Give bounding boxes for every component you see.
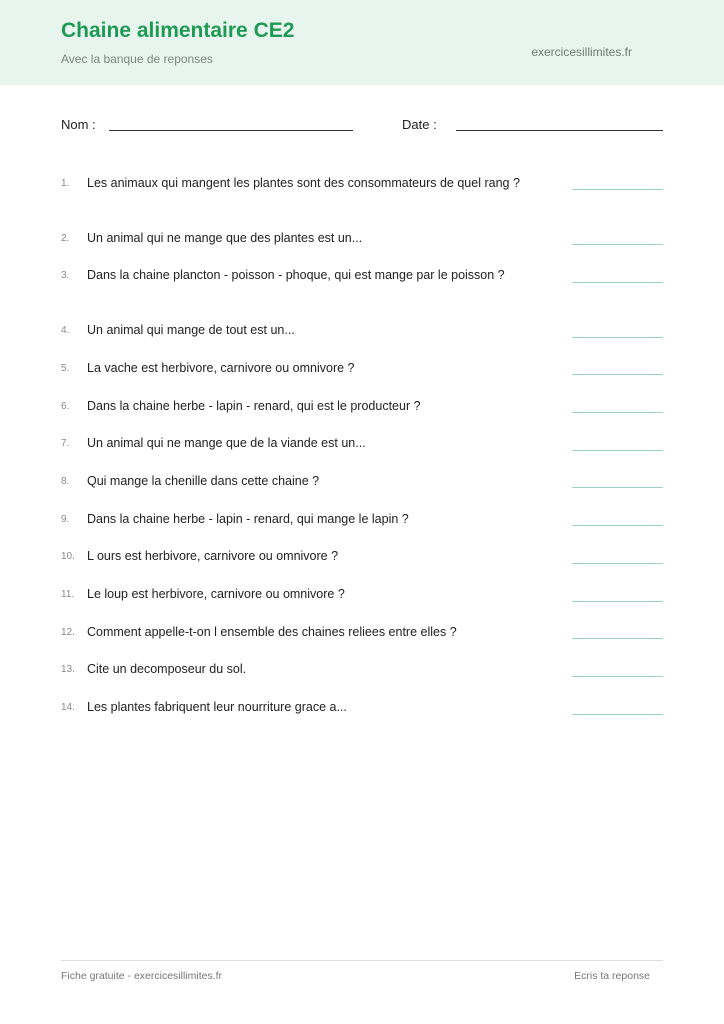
question-number: 3. <box>61 270 70 281</box>
answer-line[interactable] <box>572 374 663 375</box>
answer-line[interactable] <box>572 282 663 283</box>
question-item <box>61 360 663 400</box>
header-banner <box>0 0 724 85</box>
page-title: Chaine alimentaire CE2 <box>61 19 295 42</box>
question-text: Dans la chaine herbe - lapin - renard, qui est le producteur ? <box>87 399 421 413</box>
question-item <box>61 322 663 362</box>
question-item <box>61 699 663 739</box>
question-text: Qui mange la chenille dans cette chaine ? <box>87 474 320 488</box>
answer-line[interactable] <box>572 337 663 338</box>
footer-divider <box>61 960 663 961</box>
question-text: La vache est herbivore, carnivore ou omnivore ? <box>87 361 355 375</box>
question-number: 4. <box>61 325 70 336</box>
question-item <box>61 230 663 270</box>
question-number: 10. <box>61 551 75 562</box>
question-number: 8. <box>61 476 70 487</box>
question-text: Dans la chaine plancton - poisson - phoque, qui est mange par le poisson ? <box>87 268 505 282</box>
question-number: 13. <box>61 664 75 675</box>
question-number: 1. <box>61 178 70 189</box>
question-item <box>61 624 663 664</box>
question-item <box>61 511 663 551</box>
site-name: exercicesillimites.fr <box>531 45 632 59</box>
question-number: 14. <box>61 702 75 713</box>
answer-line[interactable] <box>572 714 663 715</box>
question-item <box>61 473 663 513</box>
question-number: 6. <box>61 401 70 412</box>
question-number: 11. <box>61 589 75 600</box>
question-text: Les plantes fabriquent leur nourriture grace a... <box>87 700 347 714</box>
footer-credit: Fiche gratuite - exercicesillimites.fr <box>61 970 223 982</box>
question-text: L ours est herbivore, carnivore ou omnivore ? <box>87 549 339 563</box>
name-label: Nom : <box>61 117 96 132</box>
question-number: 9. <box>61 514 70 525</box>
date-label: Date : <box>402 117 437 132</box>
answer-line[interactable] <box>572 638 663 639</box>
answer-line[interactable] <box>572 244 663 245</box>
answer-line[interactable] <box>572 676 663 677</box>
question-text: Un animal qui ne mange que des plantes est un... <box>87 231 363 245</box>
answer-line[interactable] <box>572 601 663 602</box>
page-subtitle: Avec la banque de reponses <box>61 52 213 66</box>
date-field-line[interactable] <box>456 130 663 131</box>
question-item <box>61 175 663 215</box>
question-text: Un animal qui ne mange que de la viande est un... <box>87 436 366 450</box>
question-number: 12. <box>61 627 75 638</box>
question-item <box>61 548 663 588</box>
question-text: Cite un decomposeur du sol. <box>87 662 247 676</box>
question-item <box>61 586 663 626</box>
question-number: 2. <box>61 233 70 244</box>
answer-line[interactable] <box>572 450 663 451</box>
question-text: Les animaux qui mangent les plantes sont des consommateurs de quel rang ? <box>87 176 520 190</box>
name-field-line[interactable] <box>109 130 353 131</box>
question-number: 7. <box>61 438 70 449</box>
question-item <box>61 267 663 307</box>
answer-line[interactable] <box>572 525 663 526</box>
question-text: Dans la chaine herbe - lapin - renard, qui mange le lapin ? <box>87 512 409 526</box>
answer-line[interactable] <box>572 563 663 564</box>
answer-line[interactable] <box>572 189 663 190</box>
question-item <box>61 398 663 438</box>
question-text: Comment appelle-t-on l ensemble des chaines reliees entre elles ? <box>87 625 457 639</box>
answer-line[interactable] <box>572 412 663 413</box>
answer-line[interactable] <box>572 487 663 488</box>
question-text: Le loup est herbivore, carnivore ou omnivore ? <box>87 587 345 601</box>
question-number: 5. <box>61 363 70 374</box>
question-item <box>61 661 663 701</box>
footer-instruction: Ecris ta reponse <box>574 970 650 982</box>
question-item <box>61 435 663 475</box>
question-text: Un animal qui mange de tout est un... <box>87 323 295 337</box>
